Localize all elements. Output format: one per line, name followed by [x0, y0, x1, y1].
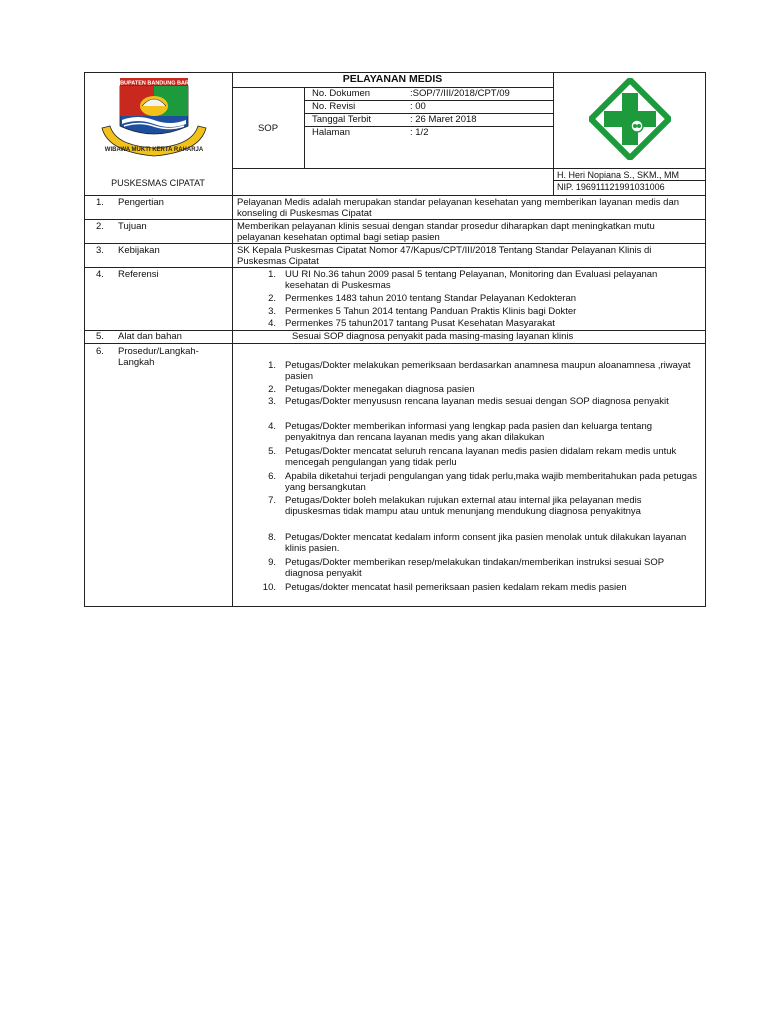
signer-name: H. Heri Nopiana S., SKM., MM [557, 170, 680, 180]
list-item-text: Petugas/Dokter memberikan informasi yang lengkap pada pasien dan keluarga tentang penyakitnya dan rencana layanan medis yang akan dilakukan [285, 421, 653, 443]
row-label-tujuan: Tujuan [118, 221, 147, 232]
row-text-alat-dan-bahan: Sesuai SOP diagnosa penyakit pada masing-masing layanan klinis [292, 331, 574, 342]
list-item-number: 5. [268, 446, 276, 457]
puskesmas-name: PUSKESMAS CIPATAT [111, 178, 205, 188]
field-label-tanggal-terbit: Tanggal Terbit [312, 114, 371, 125]
list-item-number: 9. [268, 557, 276, 568]
row-number: 5. [96, 331, 104, 342]
list-item-text: Petugas/Dokter mencatat seluruh rencana layanan medis pasien didalam rekam medis untuk mencegah pengulangan yang tidak perlu [285, 446, 677, 468]
list-item-number: 7. [268, 495, 276, 506]
row-text-pengertian: Pelayanan Medis adalah merupakan standar pelayanan kesehatan yang memberikan layanan medis dan konseling di Puskesmas Cipatat [237, 197, 680, 219]
list-item-number: 1. [268, 360, 276, 371]
field-label-no-dokumen: No. Dokumen [312, 88, 371, 99]
field-value-tanggal-terbit: : 26 Maret 2018 [410, 114, 477, 125]
list-item-number: 3. [268, 396, 276, 407]
list-item-number: 4. [268, 421, 276, 432]
list-item-text: Permenkes 75 tahun2017 tantang Pusat Kesehatan Masyarakat [285, 318, 555, 329]
list-item-number: 8. [268, 532, 276, 543]
logo-motto: WIBAWA MUKTI KERTA RAHARJA [104, 147, 204, 153]
field-value-no-revisi: : 00 [410, 101, 426, 112]
field-label-halaman: Halaman [312, 127, 351, 138]
list-item-text: Petugas/Dokter memberikan resep/melakukan tindakan/memberikan instruksi sesuai SOP diagnosa penyakit [285, 557, 664, 579]
row-number: 2. [96, 221, 104, 232]
field-value-no-dokumen: :SOP/7/III/2018/CPT/09 [410, 88, 510, 99]
row-text-tujuan: Memberikan pelayanan klinis sesuai dengan standar prosedur diharapkan dapt meningkatkan mutu pelayanan kesehatan optimal bagi setiap pasien [237, 221, 655, 243]
sop-label: SOP [257, 123, 279, 134]
document-title: PELAYANAN MEDIS [342, 73, 443, 85]
row-text-kebijakan: SK Kepala Puskesmas Cipatat Nomor 47/Kapus/CPT/III/2018 Tentang Standar Pelayanan Klinis di Puskesmas Cipatat [237, 245, 652, 267]
row-label-kebijakan: Kebijakan [118, 245, 160, 256]
kabupaten-bandung-barat-logo [98, 76, 210, 162]
list-item-text: Petugas/Dokter boleh melakukan rujukan external atau internal jika pelayanan medis dipuskesmas tidak mampu atau untuk menunjang mendukung diagnosa penyakitnya [285, 495, 642, 517]
logo-top-text: KABUPATEN BANDUNG BARAT [112, 80, 196, 87]
row-number: 1. [96, 197, 104, 208]
list-item-text: Petugas/dokter mencatat hasil pemeriksaan pasien kedalam rekam medis pasien [285, 582, 627, 593]
row-label-pengertian: Pengertian [118, 197, 164, 208]
row-number: 6. [96, 346, 104, 357]
list-item-number: 4. [268, 318, 276, 329]
puskesmas-logo [589, 78, 671, 160]
signer-nip: NIP. 196911121991031006 [557, 182, 665, 192]
row-number: 4. [96, 269, 104, 280]
list-item-text: Petugas/Dokter menyususn rencana layanan medis sesuai dengan SOP diagnosa penyakit [285, 396, 669, 407]
field-label-no-revisi: No. Revisi [312, 101, 356, 112]
list-item-number: 1. [268, 269, 276, 280]
list-item-text: Petugas/Dokter menegakan diagnosa pasien [285, 384, 475, 395]
row-number: 3. [96, 245, 104, 256]
list-item-number: 2. [268, 293, 276, 304]
list-item-text: Petugas/Dokter melakukan pemeriksaan berdasarkan anamnesa maupun aloanamnesa ,riwayat pasien [285, 360, 691, 382]
list-item-text: Permenkes 1483 tahun 2010 tentang Standar Pelayanan Kedokteran [285, 293, 577, 304]
list-item-number: 10. [262, 582, 276, 593]
list-item-text: Permenkes 5 Tahun 2014 tentang Panduan Praktis Klinis bagi Dokter [285, 306, 577, 317]
list-item-text: Apabila diketahui terjadi pengulangan yang tidak perlu,maka wajib memberitahukan pada petugas yang bersangkutan [285, 471, 697, 493]
field-value-halaman: : 1/2 [410, 127, 429, 138]
list-item-number: 3. [268, 306, 276, 317]
row-label-alat-dan-bahan: Alat dan bahan [118, 331, 182, 342]
row-label-prosedur: Prosedur/Langkah-Langkah [118, 346, 199, 368]
row-label-referensi: Referensi [118, 269, 159, 280]
list-item-number: 2. [268, 384, 276, 395]
list-item-text: Petugas/Dokter mencatat kedalam inform consent jika pasien menolak untuk dilakukan layanan klinis pasien. [285, 532, 687, 554]
sop-document [84, 72, 706, 607]
list-item-number: 6. [268, 471, 276, 482]
list-item-text: UU RI No.36 tahun 2009 pasal 5 tentang Pelayanan, Monitoring dan Evaluasi pelayanan kesehatan di Puskesmas [285, 269, 658, 291]
